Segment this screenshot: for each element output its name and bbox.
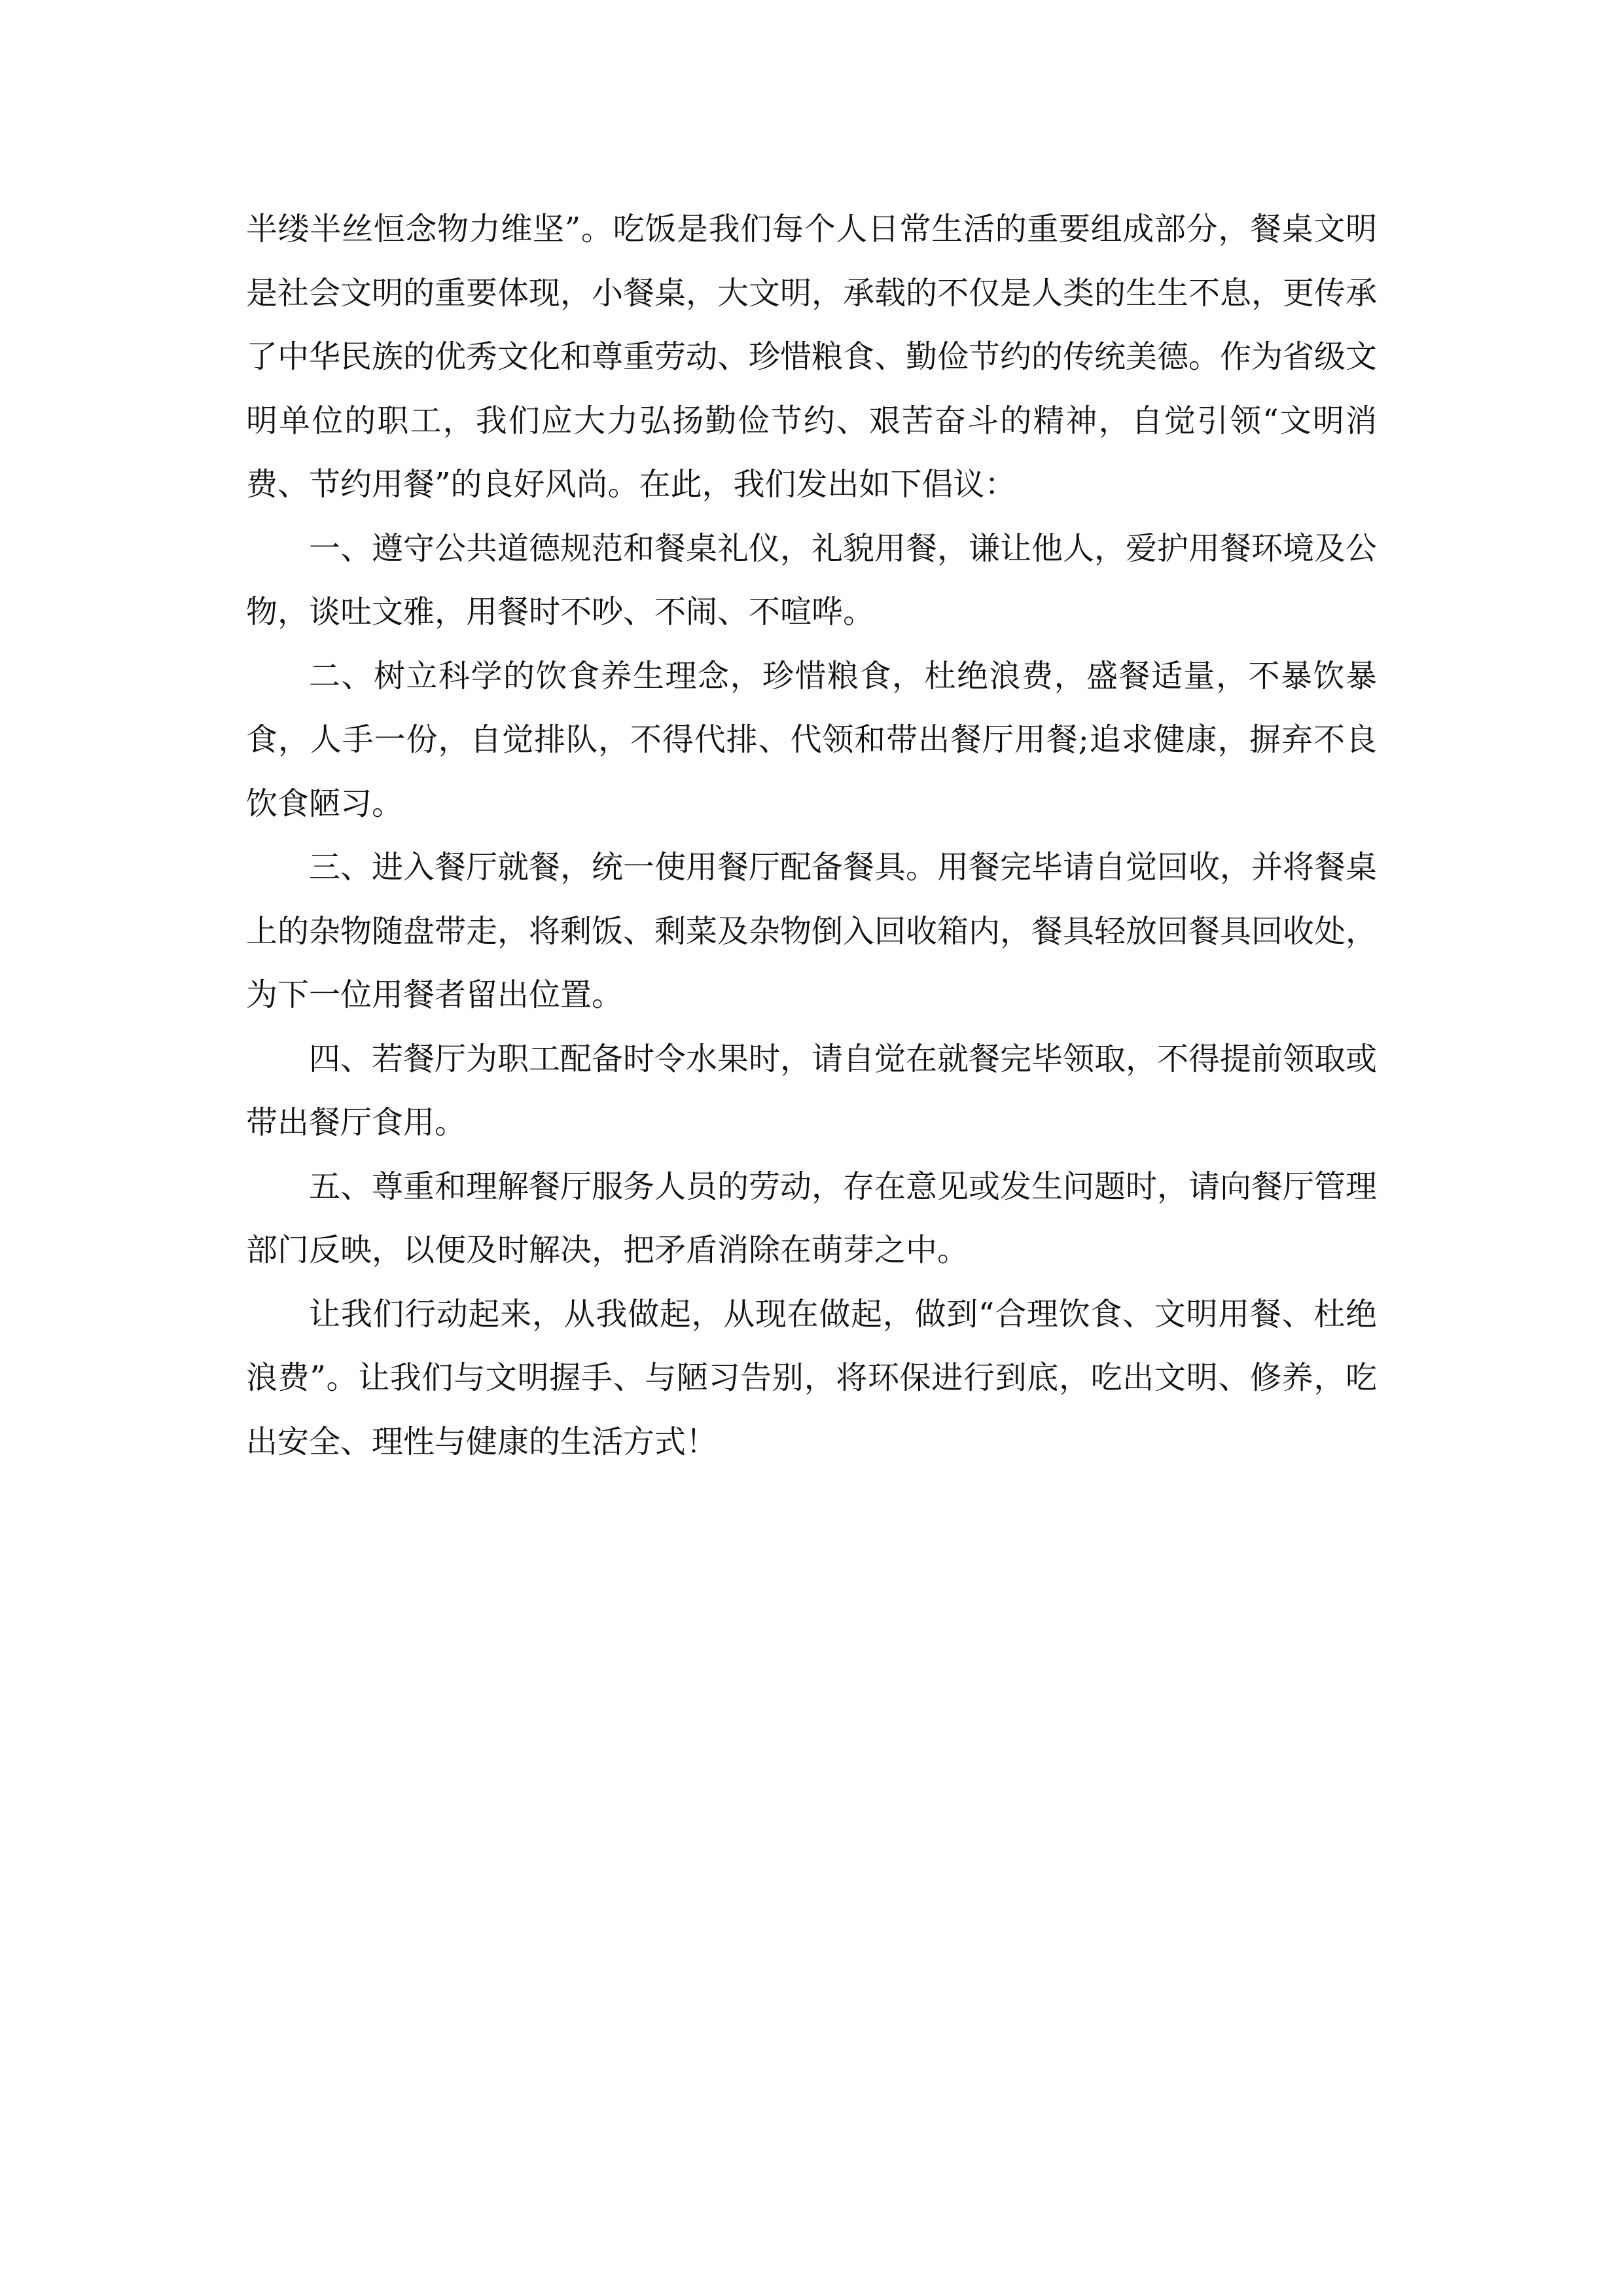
proposal-item-2: 二、树立科学的饮食养生理念，珍惜粮食，杜绝浪费，盛餐适量，不暴饮暴食，人手一份，自觉排队，不得代排、代领和带出餐厅用餐;追求健康，摒弃不良饮食陋习。 (246, 657, 1377, 822)
proposal-item-1: 一、遵守公共道德规范和餐桌礼仪，礼貌用餐，谦让他人，爱护用餐环境及公物，谈吐文雅，用餐时不吵、不闹、不喧哗。 (246, 529, 1378, 630)
proposal-item-5: 五、尊重和理解餐厅服务人员的劳动，存在意见或发生问题时，请向餐厅管理部门反映，以便及时解决，把矛盾消除在萌芽之中。 (246, 1168, 1378, 1268)
proposal-item-4: 四、若餐厅为职工配备时令水果时，请自觉在就餐完毕领取，不得提前领取或带出餐厅食用。 (246, 1040, 1378, 1141)
closing-paragraph: 让我们行动起来，从我做起，从现在做起，做到“合理饮食、文明用餐、杜绝浪费”。让我们与文明握手、与陋习告别，将环保进行到底，吃出文明、修养，吃出安全、理性与健康的生活方式！ (246, 1295, 1377, 1460)
intro-paragraph: 半缕半丝恒念物力维坚”。吃饭是我们每个人日常生活的重要组成部分，餐桌文明是社会文明的重要体现，小餐桌，大文明，承载的不仅是人类的生生不息，更传承了中华民族的优秀文化和尊重劳动、珍惜粮食、勤俭节约的传统美德。作为省级文明单位的职工，我们应大力弘扬勤俭节约、艰苦奋斗的精神，自觉引领“文明消费、节约用餐”的良好风尚。在此，我们发出如下倡议： (246, 211, 1378, 503)
document-body (246, 198, 1377, 1474)
proposal-item-3: 三、进入餐厅就餐，统一使用餐厅配备餐具。用餐完毕请自觉回收，并将餐桌上的杂物随盘带走，将剩饭、剩菜及杂物倒入回收箱内，餐具轻放回餐具回收处，为下一位用餐者留出位置。 (246, 849, 1378, 1013)
